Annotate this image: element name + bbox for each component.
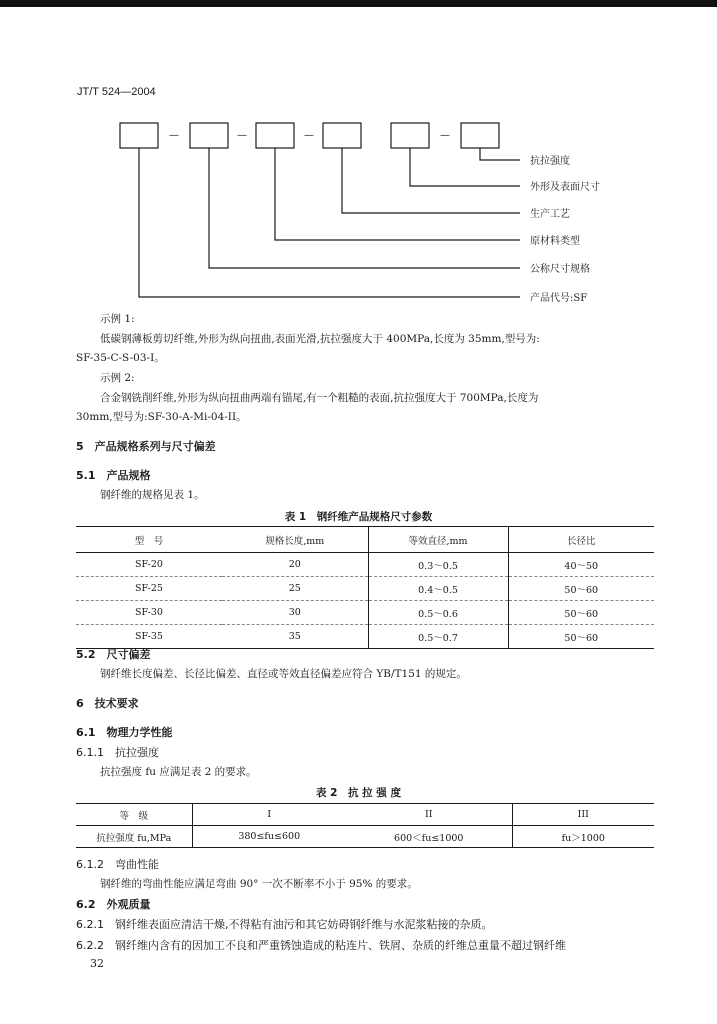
table-cell: 35 [288, 631, 301, 642]
example-2-model: 30mm,型号为:SF-30-A-Mi-04-II。 [76, 411, 247, 423]
table-1-title: 表 1 钢纤维产品规格尺寸参数 [284, 511, 433, 523]
table-row [76, 553, 654, 577]
table-row [76, 826, 654, 848]
table-cell: 20 [288, 559, 301, 570]
section-5-1-heading: 5.1 产品规格 [76, 469, 151, 482]
leader-line-product [139, 148, 520, 297]
table-1-header: 等效直径,mm [368, 527, 508, 553]
separator: — [237, 130, 247, 141]
table-cell: 抗拉强度 fu,MPa [96, 832, 172, 844]
example-2-text: 合金钢铣削纤维,外形为纵向扭曲两端有锚尾,有一个粗糙的表面,抗拉强度大于 700MPa,长度为 [100, 392, 539, 404]
section-5-heading: 5 产品规格系列与尺寸偏差 [76, 440, 216, 453]
example-1-text: 低碳钢薄板剪切纤维,外形为纵向扭曲,表面光滑,抗拉强度大于 400MPa,长度为 35mm,型号为: [100, 333, 540, 345]
table-row [76, 577, 654, 601]
table-cell: fu＞1000 [512, 826, 654, 848]
code-box-size [190, 123, 228, 148]
code-box-product [120, 123, 158, 148]
table-cell: 25 [288, 583, 301, 594]
diagram-label-shape: 外形及表面尺寸 [530, 182, 600, 193]
table-cell: SF-25 [135, 583, 163, 594]
section-6-1-1-heading: 6.1.1 抗拉强度 [76, 746, 159, 759]
code-box-shape [391, 123, 429, 148]
diagram-label-material: 原材料类型 [530, 236, 580, 247]
section-5-2-heading: 5.2 尺寸偏差 [76, 648, 151, 661]
example-1-title: 示例 1: [100, 313, 135, 325]
code-box-material [256, 123, 294, 148]
leader-line-shape [410, 148, 520, 186]
table-2-header-row [76, 804, 654, 826]
table-cell: 50～60 [564, 632, 599, 644]
table-cell: SF-30 [135, 607, 163, 618]
example-2-title: 示例 2: [100, 372, 135, 384]
table-2 [76, 803, 654, 848]
section-6-2-1-text: 6.2.1 钢纤维表面应清洁干燥,不得粘有油污和其它妨碍钢纤维与水泥浆粘接的杂质。 [76, 918, 493, 931]
section-6-heading: 6 技术要求 [76, 697, 139, 710]
table-cell: 50～60 [564, 608, 599, 620]
diagram-label-size: 公称尺寸规格 [530, 264, 590, 275]
table-cell: 600＜fu≤1000 [394, 832, 464, 844]
diagram-label-strength: 抗拉强度 [530, 156, 570, 167]
section-6-1-2-text: 钢纤维的弯曲性能应满足弯曲 90° 一次不断率不小于 95% 的要求。 [100, 878, 418, 890]
table-2-title: 表 2 抗 拉 强 度 [316, 787, 401, 799]
model-code-diagram [0, 0, 717, 320]
code-box-process [323, 123, 361, 148]
diagram-label-process: 生产工艺 [530, 209, 570, 220]
table-2-header: I [192, 804, 346, 826]
leader-line-process [342, 148, 520, 213]
table-1-header: 长径比 [566, 535, 596, 547]
section-6-1-2-heading: 6.1.2 弯曲性能 [76, 858, 159, 871]
code-box-strength [461, 123, 499, 148]
leader-line-material [275, 148, 520, 240]
table-2-header: 等 级 [119, 810, 148, 822]
leader-line-strength [480, 148, 520, 160]
section-6-2-heading: 6.2 外观质量 [76, 898, 151, 911]
table-cell: 30 [288, 607, 301, 618]
section-5-2-text: 钢纤维长度偏差、长径比偏差、直径或等效直径偏差应符合 YB/T151 的规定。 [100, 668, 467, 680]
table-cell: 0.5～0.6 [368, 601, 508, 625]
table-1-header-row [76, 527, 654, 553]
table-cell: 380≤fu≤600 [192, 826, 346, 848]
section-5-1-text: 钢纤维的规格见表 1。 [100, 489, 205, 501]
example-1-model: SF-35-C-S-03-I。 [76, 352, 165, 364]
table-cell: SF-35 [135, 631, 163, 642]
separator: — [169, 130, 179, 141]
table-2-header: II [424, 809, 433, 820]
diagram-label-product: 产品代号:SF [530, 293, 588, 304]
table-2-header: III [512, 804, 654, 826]
section-6-2-2-text: 6.2.2 钢纤维内含有的因加工不良和严重锈蚀造成的粘连片、铁屑、杂质的纤维总重量不超过钢纤维 [76, 939, 566, 952]
section-6-1-1-text: 抗拉强度 fu 应满足表 2 的要求。 [100, 766, 257, 778]
leader-line-size [209, 148, 520, 268]
table-cell: SF-20 [135, 559, 163, 570]
table-cell: 0.4～0.5 [368, 577, 508, 601]
table-1-header: 规格长度,mm [265, 535, 325, 547]
table-1 [76, 526, 654, 649]
table-cell: 50～60 [564, 584, 599, 596]
table-cell: 40～50 [564, 560, 599, 572]
table-row [76, 601, 654, 625]
separator: — [440, 130, 450, 141]
table-cell: 0.3～0.5 [368, 553, 508, 577]
table-cell: 0.5～0.7 [368, 625, 508, 649]
page-number: 32 [90, 957, 104, 970]
section-6-1-heading: 6.1 物理力学性能 [76, 726, 173, 739]
table-row [76, 625, 654, 649]
table-1-header: 型 号 [134, 535, 164, 547]
separator: — [304, 130, 314, 141]
document-id: JT/T 524—2004 [77, 86, 156, 98]
